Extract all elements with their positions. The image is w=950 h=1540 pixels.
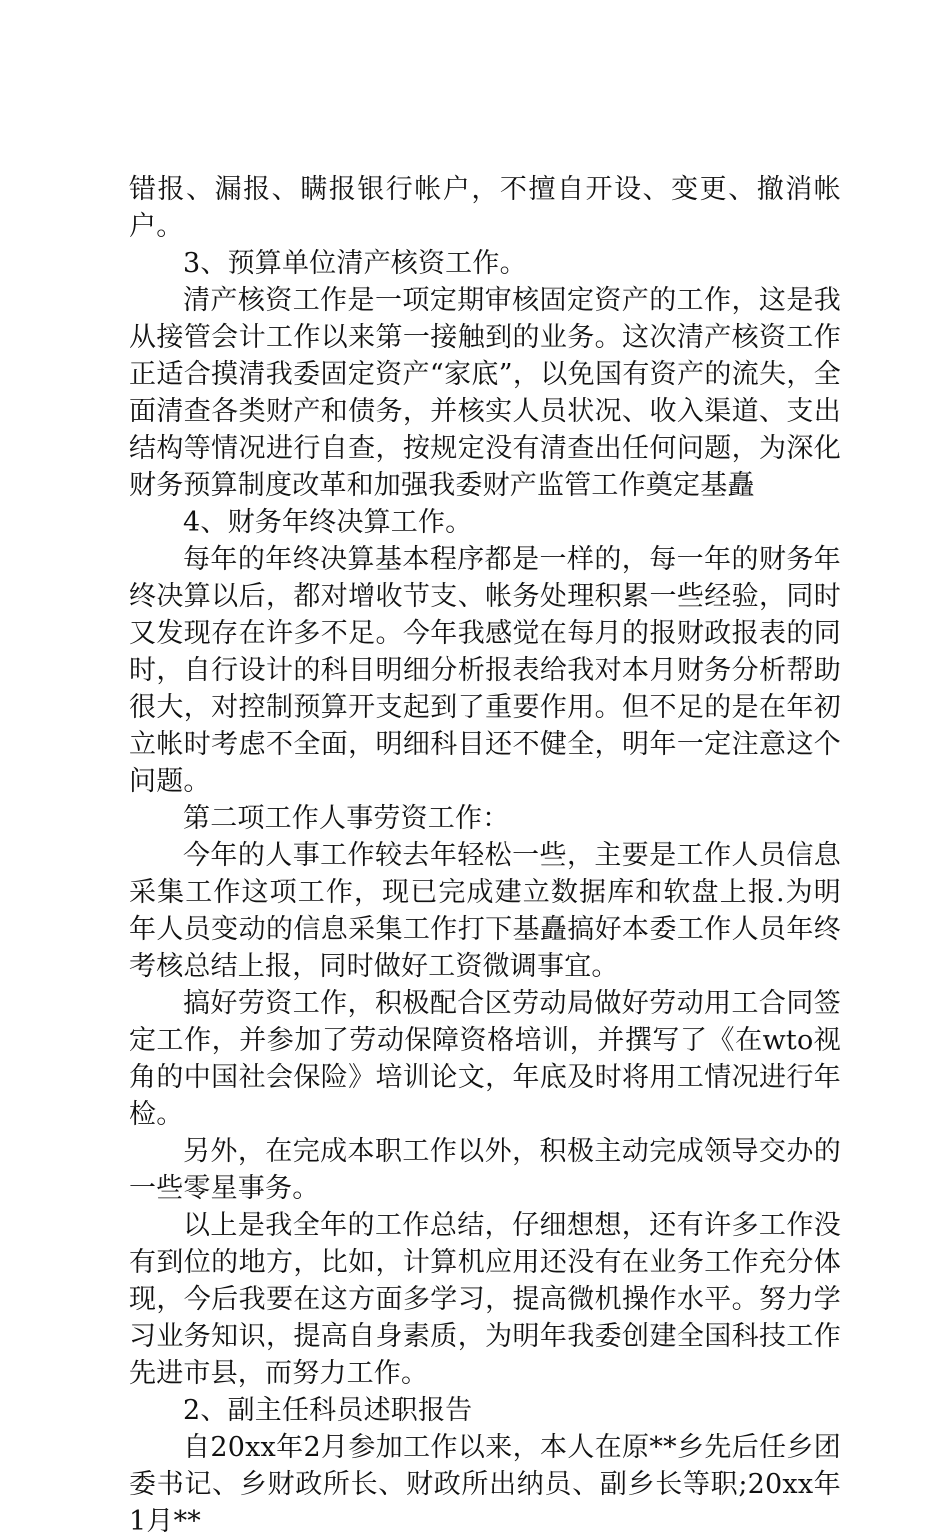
paragraph-summary: 以上是我全年的工作总结，仔细想想，还有许多工作没有到位的地方，比如，计算机应用还没有在业务工作充分体现，今后我要在这方面多学习，提高微机操作水平。努力学习业务知识，提高自身素质，为明年我委创建全国科技工作先进市县，而努力工作。	[129, 1210, 841, 1389]
paragraph-year-end-accounts: 每年的年终决算基本程序都是一样的，每一年的财务年终决算以后，都对增收节支、帐务处理积累一些经验，同时又发现存在许多不足。今年我感觉在每月的报财政报表的同时，自行设计的科目明细分析报表给我对本月财务分析帮助很大，对控制预算开支起到了重要作用。但不足的是在年初立帐时考虑不全面，明细科目还不健全，明年一定注意这个问题。	[129, 544, 841, 797]
heading-deputy-report: 2、副主任科员述职报告	[183, 1395, 473, 1426]
document-page	[129, 171, 841, 1540]
paragraph-other-duties: 另外，在完成本职工作以外，积极主动完成领导交办的一些零星事务。	[129, 1136, 841, 1204]
paragraph-bank-accounts: 错报、漏报、瞒报银行帐户，不擅自开设、变更、撤消帐户。	[129, 174, 841, 242]
paragraph-labor-work: 搞好劳资工作，积极配合区劳动局做好劳动用工合同签定工作，并参加了劳动保障资格培训，并撰写了《在wto视角的中国社会保险》培训论文，年底及时将用工情况进行年检。	[129, 988, 841, 1130]
heading-personnel-work: 第二项工作人事劳资工作：	[183, 803, 510, 834]
paragraph-deputy-report: 自20xx年2月参加工作以来，本人在原**乡先后任乡团委书记、乡财政所长、财政所出纳员、副乡长等职;20xx年1月**	[129, 1432, 841, 1537]
paragraph-asset-verification: 清产核资工作是一项定期审核固定资产的工作，这是我从接管会计工作以来第一接触到的业务。这次清产核资工作正适合摸清我委固定资产“家底”，以免国有资产的流失，全面清查各类财产和债务，并核实人员状况、收入渠道、支出结构等情况进行自查，按规定没有清查出任何问题，为深化财务预算制度改革和加强我委财产监管工作奠定基矗	[129, 285, 841, 501]
heading-year-end-accounts: 4、财务年终决算工作。	[183, 507, 473, 538]
paragraph-personnel-work: 今年的人事工作较去年轻松一些，主要是工作人员信息采集工作这项工作，现已完成建立数据库和软盘上报.为明年人员变动的信息采集工作打下基矗搞好本委工作人员年终考核总结上报，同时做好工资微调事宜。	[129, 840, 841, 982]
heading-asset-verification: 3、预算单位清产核资工作。	[183, 248, 527, 279]
